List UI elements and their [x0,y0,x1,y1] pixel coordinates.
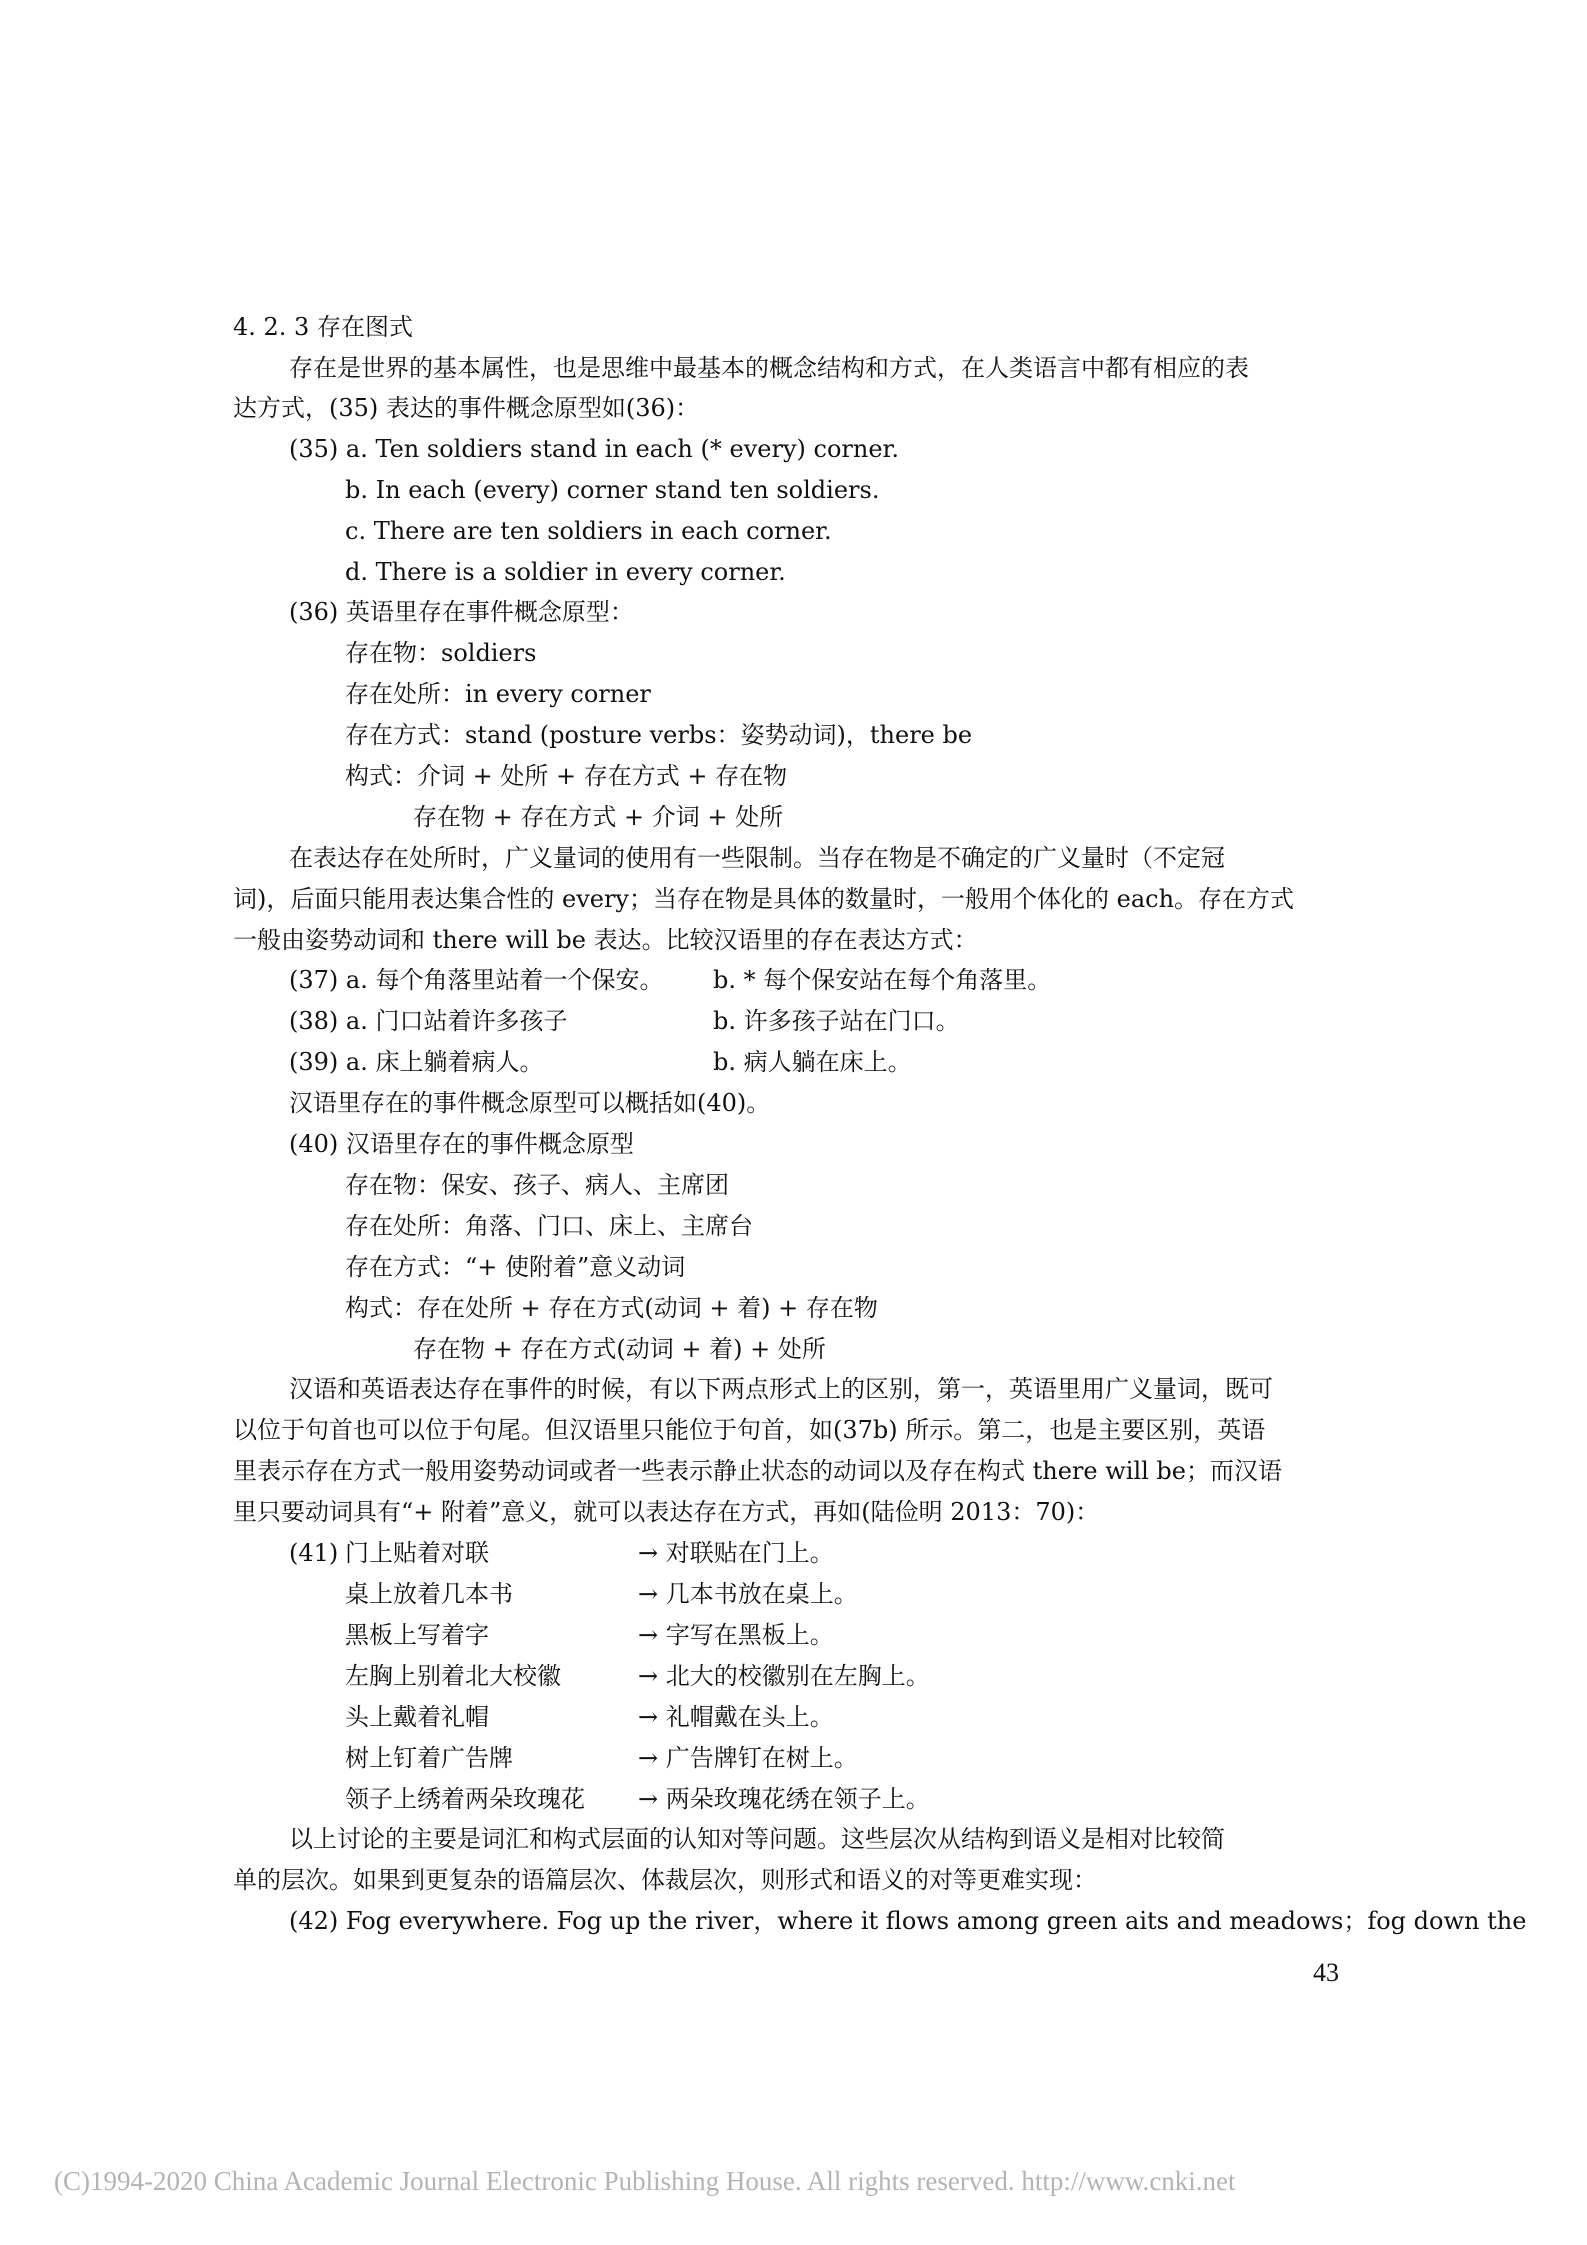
example-35d: d. There is a soldier in every corner. [345,558,786,586]
example-41-right-3: → 字写在黑板上。 [638,1621,834,1649]
example-40-line-2: 存在处所：角落、门口、床上、主席台 [345,1212,753,1240]
example-38b: b. 许多孩子站在门口。 [713,1007,960,1035]
example-40-line-4: 构式：存在处所 + 存在方式(动词 + 着) + 存在物 [345,1294,878,1322]
example-36-title: (36) 英语里存在事件概念原型： [289,598,634,626]
example-36-line-4: 构式：介词 + 处所 + 存在方式 + 存在物 [345,762,788,790]
paragraph-1-line-2: 达方式，(35) 表达的事件概念原型如(36)： [233,394,700,422]
example-37a: (37) a. 每个角落里站着一个保安。 [289,966,664,994]
example-41-left-1: 门上贴着对联 [345,1539,489,1567]
example-41-right-1: → 对联贴在门上。 [638,1539,834,1567]
section-heading: 4. 2. 3 存在图式 [233,313,413,341]
paragraph-4-line-2: 以位于句首也可以位于句尾。但汉语里只能位于句首，如(37b) 所示。第二，也是主要区别，英语 [233,1416,1266,1444]
example-41-right-4: → 北大的校徽别在左胸上。 [638,1662,930,1690]
example-40-line-3: 存在方式：“+ 使附着”意义动词 [345,1253,686,1281]
example-40-line-1: 存在物：保安、孩子、病人、主席团 [345,1171,729,1199]
example-35a: (35) a. Ten soldiers stand in each (* every) corner. [289,435,899,463]
copyright-footer: (C)1994-2020 China Academic Journal Electronic Publishing House. All rights reserved. http://www.cnki.net [54,2166,1236,2196]
example-41-right-2: → 几本书放在桌上。 [638,1580,858,1608]
example-42: (42) Fog everywhere. Fog up the river，where it flows among green aits and meadows；fog down the [289,1907,1527,1935]
example-41-label: (41) [289,1539,339,1567]
example-35c: c. There are ten soldiers in each corner. [345,517,832,545]
paragraph-2-line-3: 一般由姿势动词和 there will be 表达。比较汉语里的存在表达方式： [233,926,978,954]
paragraph-2-line-1: 在表达存在处所时，广义量词的使用有一些限制。当存在物是不确定的广义量时（不定冠 [289,844,1225,872]
example-41-left-3: 黑板上写着字 [345,1621,489,1649]
example-36-line-1: 存在物：soldiers [345,639,537,667]
example-41-right-6: → 广告牌钉在树上。 [638,1744,858,1772]
example-35b: b. In each (every) corner stand ten soldiers. [345,476,880,504]
paragraph-2-line-2: 词)，后面只能用表达集合性的 every；当存在物是具体的数量时，一般用个体化的 each。存在方式 [233,885,1295,913]
example-36-line-5: 存在物 + 存在方式 + 介词 + 处所 [413,803,784,831]
paragraph-5-line-2: 单的层次。如果到更复杂的语篇层次、体裁层次，则形式和语义的对等更难实现： [233,1866,1097,1894]
example-40-line-5: 存在物 + 存在方式(动词 + 着) + 处所 [413,1335,826,1363]
page-number: 43 [1313,1958,1339,1987]
paragraph-3: 汉语里存在的事件概念原型可以概括如(40)。 [289,1089,771,1117]
example-37b: b. * 每个保安站在每个角落里。 [713,966,1052,994]
paragraph-4-line-1: 汉语和英语表达存在事件的时候，有以下两点形式上的区别，第一，英语里用广义量词，既可 [289,1375,1273,1403]
paragraph-4-line-4: 里只要动词具有“+ 附着”意义，就可以表达存在方式，再如(陆俭明 2013：70)： [233,1498,1100,1526]
example-36-line-3: 存在方式：stand (posture verbs：姿势动词)，there be [345,721,973,749]
example-41-left-6: 树上钉着广告牌 [345,1744,513,1772]
example-41-right-7: → 两朵玫瑰花绣在领子上。 [638,1785,930,1813]
example-41-left-2: 桌上放着几本书 [345,1580,513,1608]
example-39a: (39) a. 床上躺着病人。 [289,1048,544,1076]
paragraph-5-line-1: 以上讨论的主要是词汇和构式层面的认知对等问题。这些层次从结构到语义是相对比较简 [289,1825,1225,1853]
example-36-line-2: 存在处所：in every corner [345,680,651,708]
paragraph-4-line-3: 里表示存在方式一般用姿势动词或者一些表示静止状态的动词以及存在构式 there will be；而汉语 [233,1457,1283,1485]
paragraph-1-line-1: 存在是世界的基本属性，也是思维中最基本的概念结构和方式，在人类语言中都有相应的表 [289,354,1249,382]
example-41-left-7: 领子上绣着两朵玫瑰花 [345,1785,585,1813]
example-39b: b. 病人躺在床上。 [713,1048,912,1076]
example-41-left-5: 头上戴着礼帽 [345,1703,489,1731]
example-38a: (38) a. 门口站着许多孩子 [289,1007,568,1035]
example-40-title: (40) 汉语里存在的事件概念原型 [289,1130,634,1158]
example-41-right-5: → 礼帽戴在头上。 [638,1703,834,1731]
example-41-left-4: 左胸上别着北大校徽 [345,1662,561,1690]
